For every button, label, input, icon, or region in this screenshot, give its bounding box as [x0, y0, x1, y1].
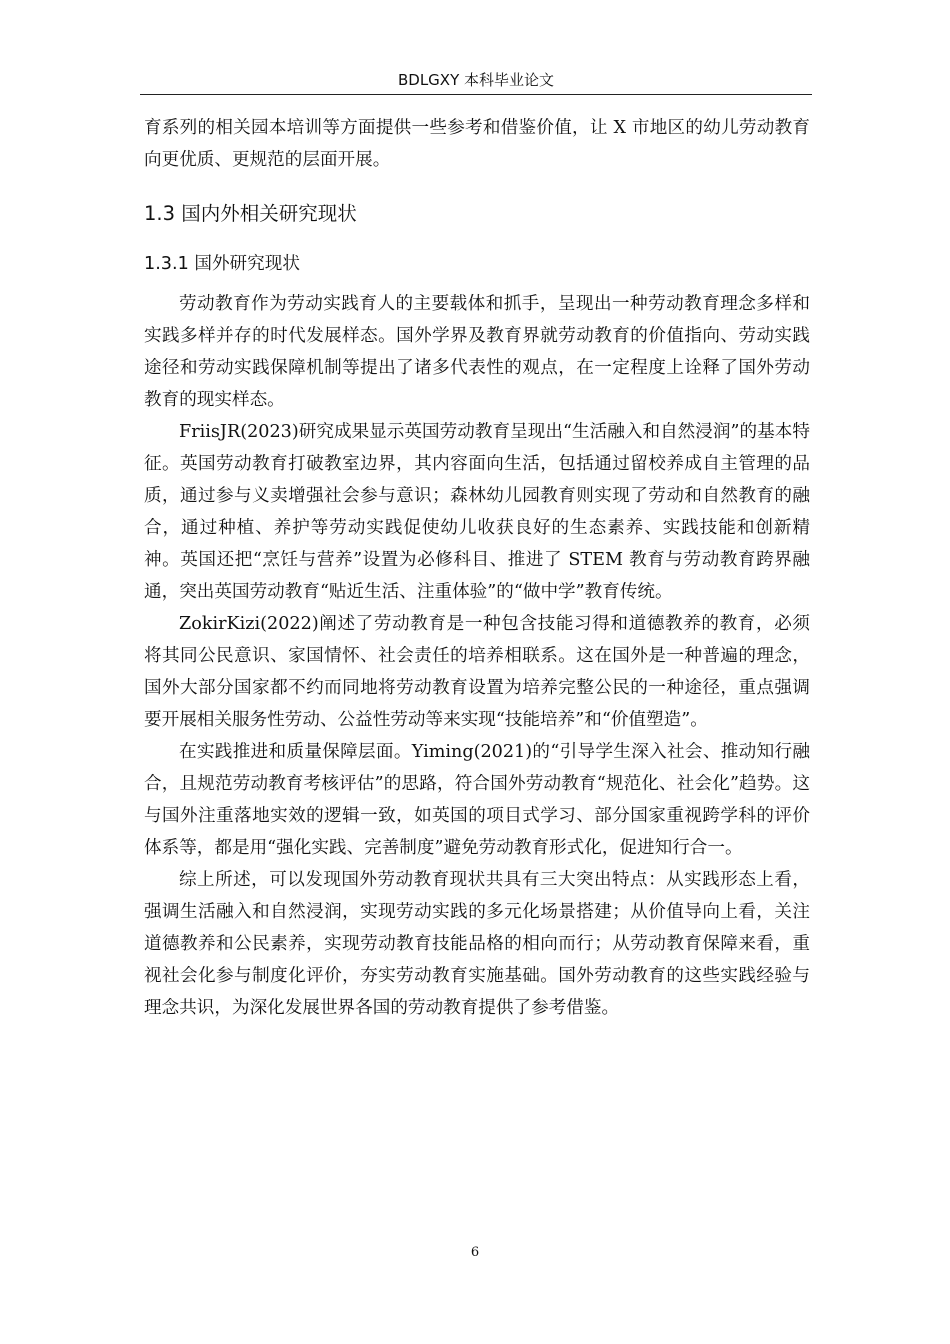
body-paragraph: 劳动教育作为劳动实践育人的主要载体和抓手，呈现出一种劳动教育理念多样和实践多样并存的时代发展样态。国外学界及教育界就劳动教育的价值指向、劳动实践途径和劳动实践保障机制等提出了诸多代表性的观点，在一定程度上诠释了国外劳动教育的现实样态。	[144, 294, 810, 410]
running-header: BDLGXY 本科毕业论文	[140, 66, 812, 95]
continued-paragraph: 育系列的相关园本培训等方面提供一些参考和借鉴价值，让 X 市地区的幼儿劳动教育向更优质、更规范的层面开展。	[144, 118, 810, 170]
body-paragraph: 在实践推进和质量保障层面。Yiming(2021)的“引导学生深入社会、推动知行融合，且规范劳动教育考核评估”的思路，符合国外劳动教育“规范化、社会化”趋势。这与国外注重落地实效的逻辑一致，如英国的项目式学习、部分国家重视跨学科的评价体系等，都是用“强化实践、完善制度”避免劳动教育形式化，促进知行合一。	[144, 742, 810, 858]
page-body	[144, 112, 810, 1024]
body-paragraph: ZokirKizi(2022)阐述了劳动教育是一种包含技能习得和道德教养的教育，必须将其同公民意识、家国情怀、社会责任的培养相联系。这在国外是一种普遍的理念，国外大部分国家都不约而同地将劳动教育设置为培养完整公民的一种途径，重点强调要开展相关服务性劳动、公益性劳动等来实现“技能培养”和“价值塑造”。	[144, 614, 810, 730]
body-paragraph: 综上所述，可以发现国外劳动教育现状共具有三大突出特点：从实践形态上看，强调生活融入和自然浸润，实现劳动实践的多元化场景搭建；从价值导向上看，关注道德教养和公民素养，实现劳动教育技能品格的相向而行；从劳动教育保障来看，重视社会化参与制度化评价，夯实劳动教育实施基础。国外劳动教育的这些实践经验与理念共识，为深化发展世界各国的劳动教育提供了参考借鉴。	[144, 870, 810, 1018]
section-heading: 1.3 国内外相关研究现状	[144, 202, 357, 225]
page-number: 6	[470, 1245, 480, 1260]
subsection-heading: 1.3.1 国外研究现状	[144, 254, 300, 274]
body-paragraph: FriisJR(2023)研究成果显示英国劳动教育呈现出“生活融入和自然浸润”的基本特征。英国劳动教育打破教室边界，其内容面向生活，包括通过留校养成自主管理的品质，通过参与义卖增强社会参与意识；森林幼儿园教育则实现了劳动和自然教育的融合，通过种植、养护等劳动实践促使幼儿收获良好的生态素养、实践技能和创新精神。英国还把“烹饪与营养”设置为必修科目、推进了 STEM 教育与劳动教育跨界融通，突出英国劳动教育“贴近生活、注重体验”的“做中学”教育传统。	[144, 422, 810, 602]
